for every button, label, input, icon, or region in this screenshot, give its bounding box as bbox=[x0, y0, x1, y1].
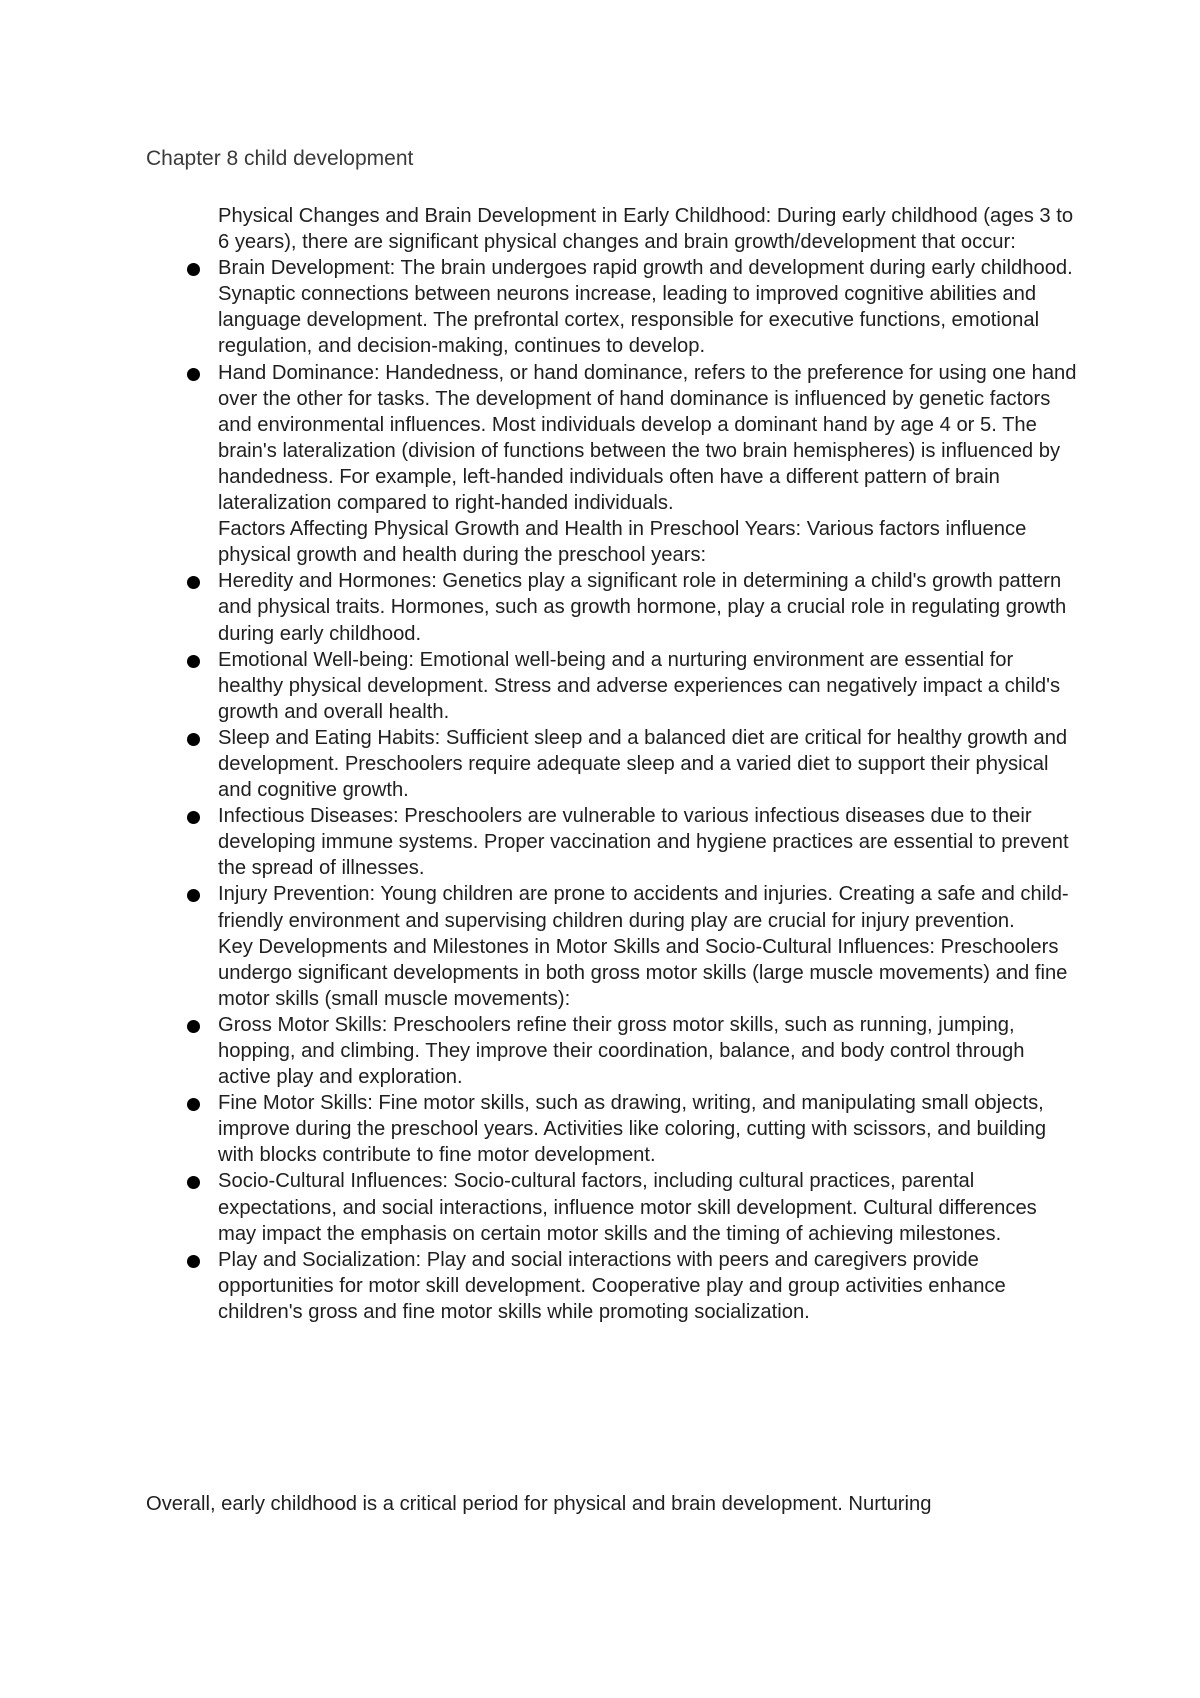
bullet-icon bbox=[187, 1176, 200, 1189]
bullet-list bbox=[178, 1012, 1078, 1325]
list-item-text: Hand Dominance: Handedness, or hand dominance, refers to the preference for using one hand over the other for tasks. The development of hand dominance is influenced by genetic factors and environmental influences. Most individuals develop a dominant hand by age 4 or 5. The brain's lateralization (division of functions between the two brain hemispheres) is influenced by handedness. For example, left-handed individuals often have a different pattern of brain lateralization compared to right-handed individuals. bbox=[218, 361, 1077, 515]
bullet-icon bbox=[187, 811, 200, 824]
bullet-icon bbox=[187, 1255, 200, 1268]
list-item-text: Injury Prevention: Young children are prone to accidents and injuries. Creating a safe and child-friendly environment and supervising children during play are crucial for injury prevention. bbox=[218, 883, 1069, 932]
list-item bbox=[178, 1012, 1078, 1090]
list-item-text: Sleep and Eating Habits: Sufficient sleep and a balanced diet are critical for healthy growth and development. Preschoolers require adequate sleep and a varied diet to support their physical and cognitive growth. bbox=[218, 726, 1068, 802]
bullet-list bbox=[178, 568, 1078, 933]
bullet-icon bbox=[187, 655, 200, 668]
list-item-text: Gross Motor Skills: Preschoolers refine their gross motor skills, such as running, jumping, hopping, and climbing. They improve their coordination, balance, and body control through active play and exploration. bbox=[218, 1013, 1025, 1089]
list-item bbox=[178, 647, 1078, 725]
bullet-icon bbox=[187, 733, 200, 746]
section-intro: Factors Affecting Physical Growth and Health in Preschool Years: Various factors influence physical growth and health during the preschool years: bbox=[218, 518, 1027, 567]
list-item-text: Play and Socialization: Play and social interactions with peers and caregivers provide opportunities for motor skill development. Cooperative play and group activities enhance children's gross and fine motor skills while promoting socialization. bbox=[218, 1248, 1006, 1323]
list-item-text: Socio-Cultural Influences: Socio-cultural factors, including cultural practices, parental expectations, and social interactions, influence motor skill development. Cultural differences may impact the emphasis on certain motor skills and the timing of achieving milestones. bbox=[218, 1170, 1037, 1245]
list-item bbox=[178, 255, 1078, 359]
list-item-text: Brain Development: The brain undergoes rapid growth and development during early childhood. Synaptic connections between neurons increase, leading to improved cognitive abilities and language development. The prefrontal cortex, responsible for executive functions, emotional regulation, and decision-making, continues to develop. bbox=[218, 257, 1073, 358]
list-item bbox=[178, 360, 1078, 517]
bullet-icon bbox=[187, 1020, 200, 1033]
bullet-icon bbox=[187, 576, 200, 589]
document-title: Chapter 8 child development bbox=[146, 147, 414, 170]
section-intro: Physical Changes and Brain Development in Early Childhood: During early childhood (ages 3 to 6 years), there are significant physical changes and brain growth/development that occur: bbox=[218, 205, 1074, 254]
list-item-text: Fine Motor Skills: Fine motor skills, such as drawing, writing, and manipulating small objects, improve during the preschool years. Activities like coloring, cutting with scissors, and building with blocks contribute to fine motor development. bbox=[218, 1092, 1047, 1167]
bullet-list bbox=[178, 255, 1078, 516]
bullet-icon bbox=[187, 368, 200, 381]
list-item bbox=[178, 1247, 1078, 1325]
list-item-text: Heredity and Hormones: Genetics play a significant role in determining a child's growth pattern and physical traits. Hormones, such as growth hormone, play a crucial role in regulating growth during early childhood. bbox=[218, 570, 1067, 645]
bullet-icon bbox=[187, 1098, 200, 1111]
list-item bbox=[178, 803, 1078, 881]
list-item-text: Emotional Well-being: Emotional well-being and a nurturing environment are essential for healthy physical development. Stress and adverse experiences can negatively impact a child's growth and overall health. bbox=[218, 648, 1061, 723]
conclusion-paragraph: Overall, early childhood is a critical period for physical and brain development. Nurturing bbox=[146, 1493, 932, 1515]
bullet-icon bbox=[187, 263, 200, 276]
list-item bbox=[178, 1090, 1078, 1168]
list-item bbox=[178, 881, 1078, 933]
list-item bbox=[178, 1168, 1078, 1246]
document-body bbox=[178, 203, 1078, 1325]
bullet-icon bbox=[187, 889, 200, 902]
list-item bbox=[178, 725, 1078, 803]
list-item-text: Infectious Diseases: Preschoolers are vulnerable to various infectious diseases due to their developing immune systems. Proper vaccination and hygiene practices are essential to prevent the spread of illnesses. bbox=[218, 805, 1069, 880]
list-item bbox=[178, 568, 1078, 646]
section-intro: Key Developments and Milestones in Motor Skills and Socio-Cultural Influences: Preschoolers undergo significant developments in both gross motor skills (large muscle movements) and fine motor skills (small muscle movements): bbox=[218, 935, 1068, 1010]
